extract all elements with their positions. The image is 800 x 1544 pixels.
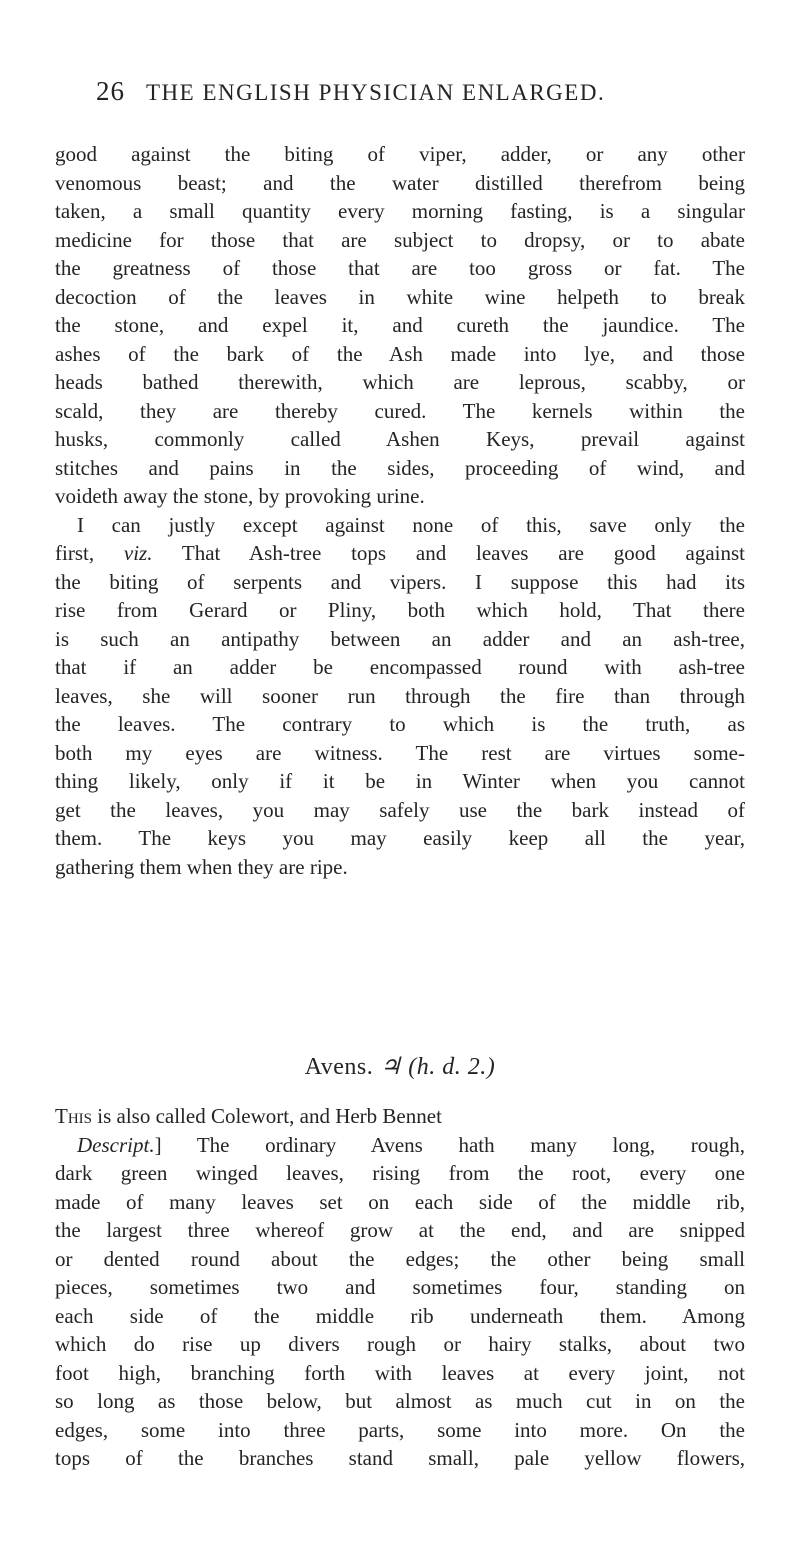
- text-line: both my eyes are witness. The rest are virtues some-: [55, 740, 745, 765]
- text-line: leaves, she will sooner run through the fire than through: [55, 683, 745, 708]
- text-line: them. The keys you may easily keep all the year,: [55, 826, 745, 850]
- text-line: tops of the branches stand small, pale yellow flowers,: [55, 1446, 745, 1470]
- text-fragment: first,: [55, 541, 124, 565]
- text-line: stitches and pains in the sides, proceeding of wind, and: [55, 455, 745, 480]
- text-line: rise from Gerard or Pliny, both which hold, That there: [55, 598, 745, 622]
- text-line: each side of the middle rib underneath them. Among: [55, 1303, 745, 1328]
- text-line: the leaves. The contrary to which is the truth, as: [55, 712, 745, 736]
- text-fragment: The ordinary Avens hath many long, rough,: [161, 1132, 745, 1157]
- text-line: [55, 1131, 745, 1160]
- text-line: get the leaves, you may safely use the bark instead of: [55, 797, 745, 822]
- text-line: the stone, and expel it, and cureth the jaundice. The: [55, 313, 745, 337]
- section-reference: (h. d. 2.): [408, 1054, 496, 1080]
- text-line: heads bathed therewith, which are leprous, scabby, or: [55, 370, 745, 394]
- text-line: [55, 539, 745, 568]
- text-line: made of many leaves set on each side of the middle rib,: [55, 1189, 745, 1214]
- italic-abbreviation: viz.: [123, 541, 153, 565]
- page-header: [96, 76, 716, 112]
- drop-word: This: [55, 1104, 92, 1128]
- text-line: which do rise up divers rough or hairy stalks, about two: [55, 1332, 745, 1356]
- text-line: venomous beast; and the water distilled therefrom being: [55, 170, 745, 195]
- jupiter-symbol-icon: ♃: [379, 1054, 402, 1080]
- text-line: gathering them when they are ripe.: [55, 854, 348, 879]
- text-line: thing likely, only if it be in Winter when you cannot: [55, 769, 745, 793]
- text-line: foot high, branching forth with leaves at every joint, not: [55, 1360, 745, 1385]
- running-head: THE ENGLISH PHYSICIAN ENLARGED.: [146, 80, 606, 105]
- section-heading-avens: [0, 1052, 800, 1081]
- paragraph-description: [55, 1131, 745, 1473]
- body-text-upper: [55, 140, 745, 881]
- text-line: edges, some into three parts, some into more. On the: [55, 1417, 745, 1442]
- label-bracket: ]: [154, 1132, 162, 1157]
- text-fragment: That Ash-tree tops and leaves are good against: [152, 541, 745, 565]
- paragraph-ash-virtues: [55, 140, 745, 511]
- text-fragment: is also called Colewort, and Herb Bennet: [92, 1104, 442, 1128]
- paragraph-commentary: [55, 511, 745, 882]
- body-text-lower: [55, 1102, 745, 1473]
- text-line: ashes of the bark of the Ash made into lye, and those: [55, 341, 745, 366]
- text-line: pieces, sometimes two and sometimes four, standing on: [55, 1275, 745, 1299]
- text-line: the biting of serpents and vipers. I suppose this had its: [55, 569, 745, 594]
- text-line: the greatness of those that are too gross or fat. The: [55, 256, 745, 280]
- text-line: decoction of the leaves in white wine helpeth to break: [55, 284, 745, 309]
- paragraph-avens-names: [55, 1102, 745, 1131]
- text-line: the largest three whereof grow at the end, and are snipped: [55, 1218, 745, 1242]
- description-label: Descript.: [77, 1132, 155, 1157]
- text-line: that if an adder be encompassed round with ash-tree: [55, 655, 745, 679]
- text-line: taken, a small quantity every morning fasting, is a singular: [55, 199, 745, 223]
- text-line: dark green winged leaves, rising from the root, every one: [55, 1161, 745, 1185]
- text-line: husks, commonly called Ashen Keys, prevail against: [55, 427, 745, 451]
- page-number: 26: [96, 76, 125, 106]
- section-title: Avens.: [304, 1054, 374, 1080]
- text-line: or dented round about the edges; the other being small: [55, 1246, 745, 1271]
- text-line: is such an antipathy between an adder and an ash-tree,: [55, 626, 745, 651]
- text-line: so long as those below, but almost as much cut in on the: [55, 1389, 745, 1413]
- text-line: [55, 1102, 745, 1131]
- text-line: voideth away the stone, by provoking urine.: [55, 484, 425, 508]
- text-line: scald, they are thereby cured. The kernels within the: [55, 398, 745, 423]
- text-line: medicine for those that are subject to dropsy, or to abate: [55, 227, 745, 252]
- text-line: I can justly except against none of this, save only the: [77, 512, 745, 537]
- text-line: good against the biting of viper, adder, or any other: [55, 142, 745, 166]
